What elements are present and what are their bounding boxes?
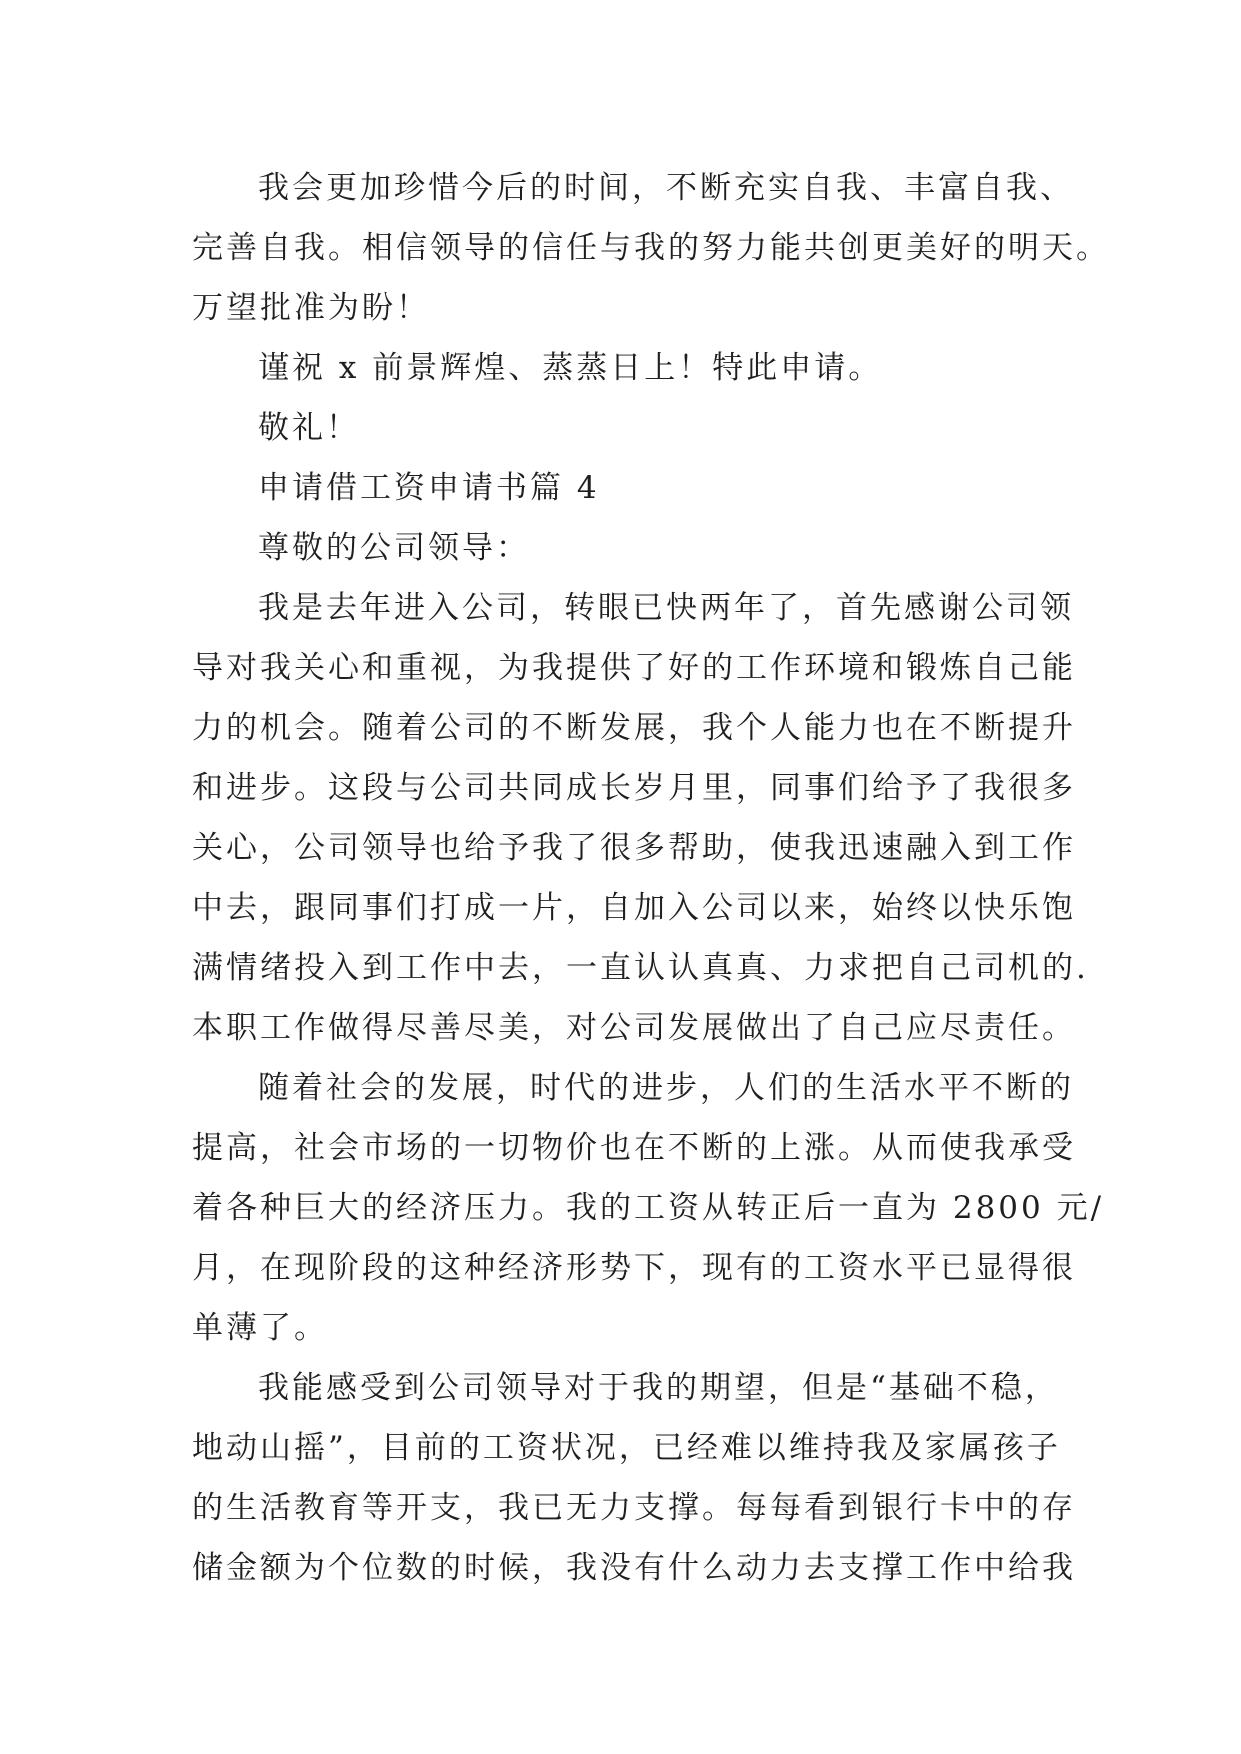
text-line: 导对我关心和重视，为我提供了好的工作环境和锻炼自己能 bbox=[192, 650, 1076, 686]
text-line: 关心，公司领导也给予我了很多帮助，使我迅速融入到工作 bbox=[192, 830, 1076, 866]
text-line: 万望批准为盼！ bbox=[192, 290, 430, 326]
text-line: 着各种巨大的经济压力。我的工资从转正后一直为 2800 元/ bbox=[192, 1190, 1105, 1226]
text-line: 单薄了。 bbox=[192, 1310, 328, 1346]
section-heading: 申请借工资申请书篇 4 bbox=[258, 470, 600, 506]
text-line: 我是去年进入公司，转眼已快两年了，首先感谢公司领 bbox=[258, 590, 1074, 626]
text-line: 力的机会。随着公司的不断发展，我个人能力也在不断提升 bbox=[192, 710, 1076, 746]
text-line: 中去，跟同事们打成一片，自加入公司以来，始终以快乐饱 bbox=[192, 890, 1076, 926]
text-line: 随着社会的发展，时代的进步，人们的生活水平不断的 bbox=[258, 1070, 1074, 1106]
text-line: 我会更加珍惜今后的时间，不断充实自我、丰富自我、 bbox=[258, 170, 1074, 206]
text-line: 月，在现阶段的这种经济形势下，现有的工资水平已显得很 bbox=[192, 1250, 1076, 1286]
text-line: 地动山摇”，目前的工资状况，已经难以维持我及家属孩子 bbox=[192, 1430, 1061, 1466]
text-line: 敬礼！ bbox=[258, 410, 360, 446]
text-line: 谨祝 x 前景辉煌、蒸蒸日上！特此申请。 bbox=[258, 350, 883, 386]
text-line: 的生活教育等开支，我已无力支撑。每每看到银行卡中的存 bbox=[192, 1490, 1076, 1526]
salutation: 尊敬的公司领导： bbox=[258, 530, 530, 566]
text-line: 和进步。这段与公司共同成长岁月里，同事们给予了我很多 bbox=[192, 770, 1076, 806]
text-line: 本职工作做得尽善尽美，对公司发展做出了自己应尽责任。 bbox=[192, 1010, 1076, 1046]
text-line: 储金额为个位数的时候，我没有什么动力去支撑工作中给我 bbox=[192, 1550, 1076, 1586]
text-line: 我能感受到公司领导对于我的期望，但是“基础不稳， bbox=[258, 1370, 1059, 1406]
text-line: 提高，社会市场的一切物价也在不断的上涨。从而使我承受 bbox=[192, 1130, 1076, 1166]
text-line: 完善自我。相信领导的信任与我的努力能共创更美好的明天。 bbox=[192, 230, 1110, 266]
text-line: 满情绪投入到工作中去，一直认认真真、力求把自己司机的. bbox=[192, 950, 1089, 986]
